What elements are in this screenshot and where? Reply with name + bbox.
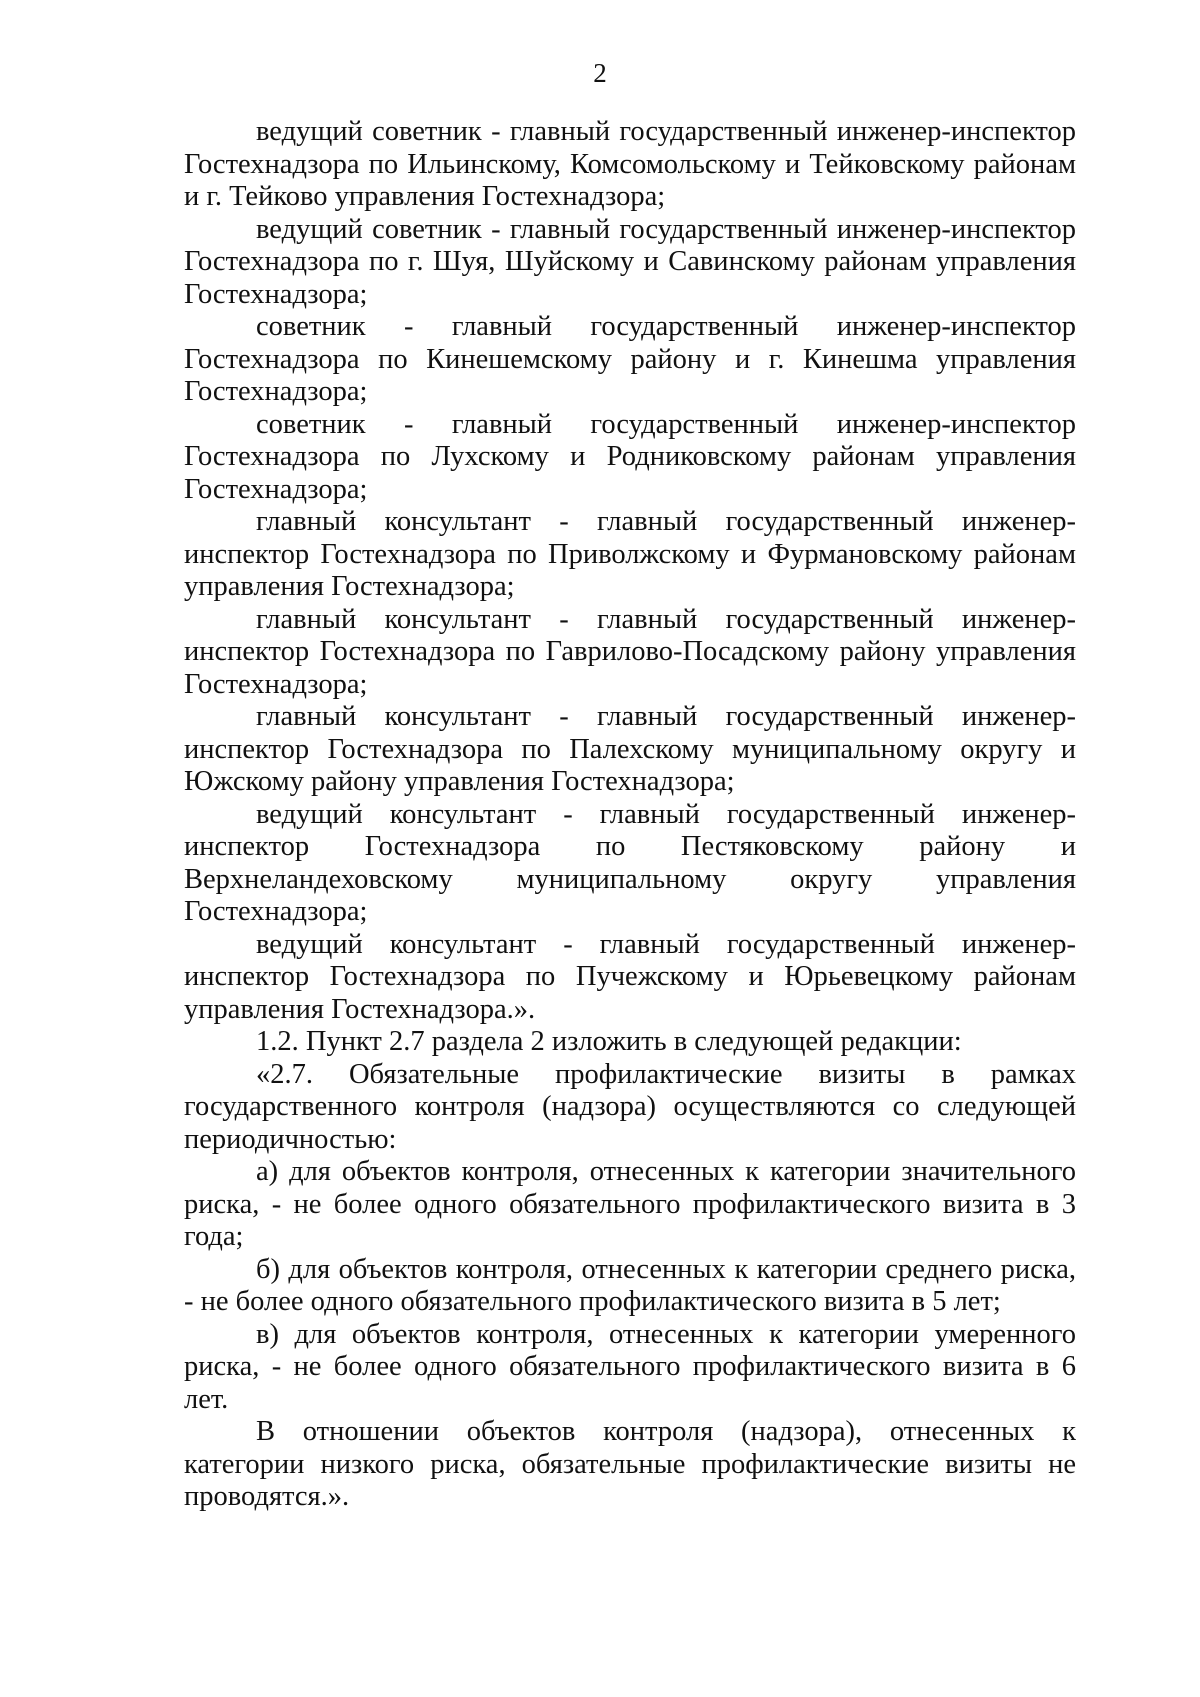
paragraph-position-ilinsky: ведущий советник - главный государственный инженер-инспектор Гостехнадзора по Ильинскому, Комсомольскому и Тейковскому районам и г. Тейково управления Гостехнадзора;: [184, 116, 1076, 212]
paragraph-position-privolzhsk: главный консультант - главный государственный инженер-инспектор Гостехнадзора по Приволжскому и Фурмановскому районам управления Гостехнадзора;: [184, 506, 1076, 602]
paragraph-item-b: б) для объектов контроля, отнесенных к категории среднего риска, - не более одного обязательного профилактического визита в 5 лет;: [184, 1253, 1076, 1317]
paragraph-position-shuya: ведущий советник - главный государственный инженер-инспектор Гостехнадзора по г. Шуя, Шуйскому и Савинскому районам управления Гостехнадзора;: [184, 213, 1076, 310]
page-number: 2: [593, 58, 607, 88]
document-body: [184, 116, 1076, 1514]
paragraph-item-v: в) для объектов контроля, отнесенных к категории умеренного риска, - не более одного обязательного профилактического визита в 6 лет.: [184, 1318, 1076, 1415]
paragraph-position-pestyaki: ведущий консультант - главный государственный инженер-инспектор Гостехнадзора по Пестяковскому району и Верхнеландеховскому муниципальному округу управления Гостехнадзора;: [184, 798, 1076, 927]
paragraph-low-risk: В отношении объектов контроля (надзора), отнесенных к категории низкого риска, обязательные профилактические визиты не проводятся.».: [184, 1416, 1076, 1512]
paragraph-clause-2-7: «2.7. Обязательные профилактические визиты в рамках государственного контроля (надзора) осуществляются со следующей периодичностью:: [184, 1058, 1076, 1155]
paragraph-position-gavrilov-posad: главный консультант - главный государственный инженер-инспектор Гостехнадзора по Гаврилово-Посадскому району управления Гостехнадзора;: [184, 603, 1076, 700]
paragraph-position-kineshma: советник - главный государственный инженер-инспектор Гостехнадзора по Кинешемскому району и г. Кинешма управления Гостехнадзора;: [184, 311, 1076, 407]
paragraph-amendment-1-2: 1.2. Пункт 2.7 раздела 2 изложить в следующей редакции:: [256, 1026, 962, 1057]
paragraph-position-puchezh: ведущий консультант - главный государственный инженер-инспектор Гостехнадзора по Пучежскому и Юрьевецкому районам управления Гостехнадзора.».: [184, 928, 1076, 1025]
paragraph-position-lukh: советник - главный государственный инженер-инспектор Гостехнадзора по Лухскому и Родниковскому районам управления Гостехнадзора;: [184, 408, 1076, 505]
paragraph-position-palekh: главный консультант - главный государственный инженер-инспектор Гостехнадзора по Палехскому муниципальному округу и Южскому району управления Гостехнадзора;: [184, 701, 1076, 797]
paragraph-item-a: а) для объектов контроля, отнесенных к категории значительного риска, - не более одного обязательного профилактического визита в 3 года;: [184, 1156, 1076, 1252]
